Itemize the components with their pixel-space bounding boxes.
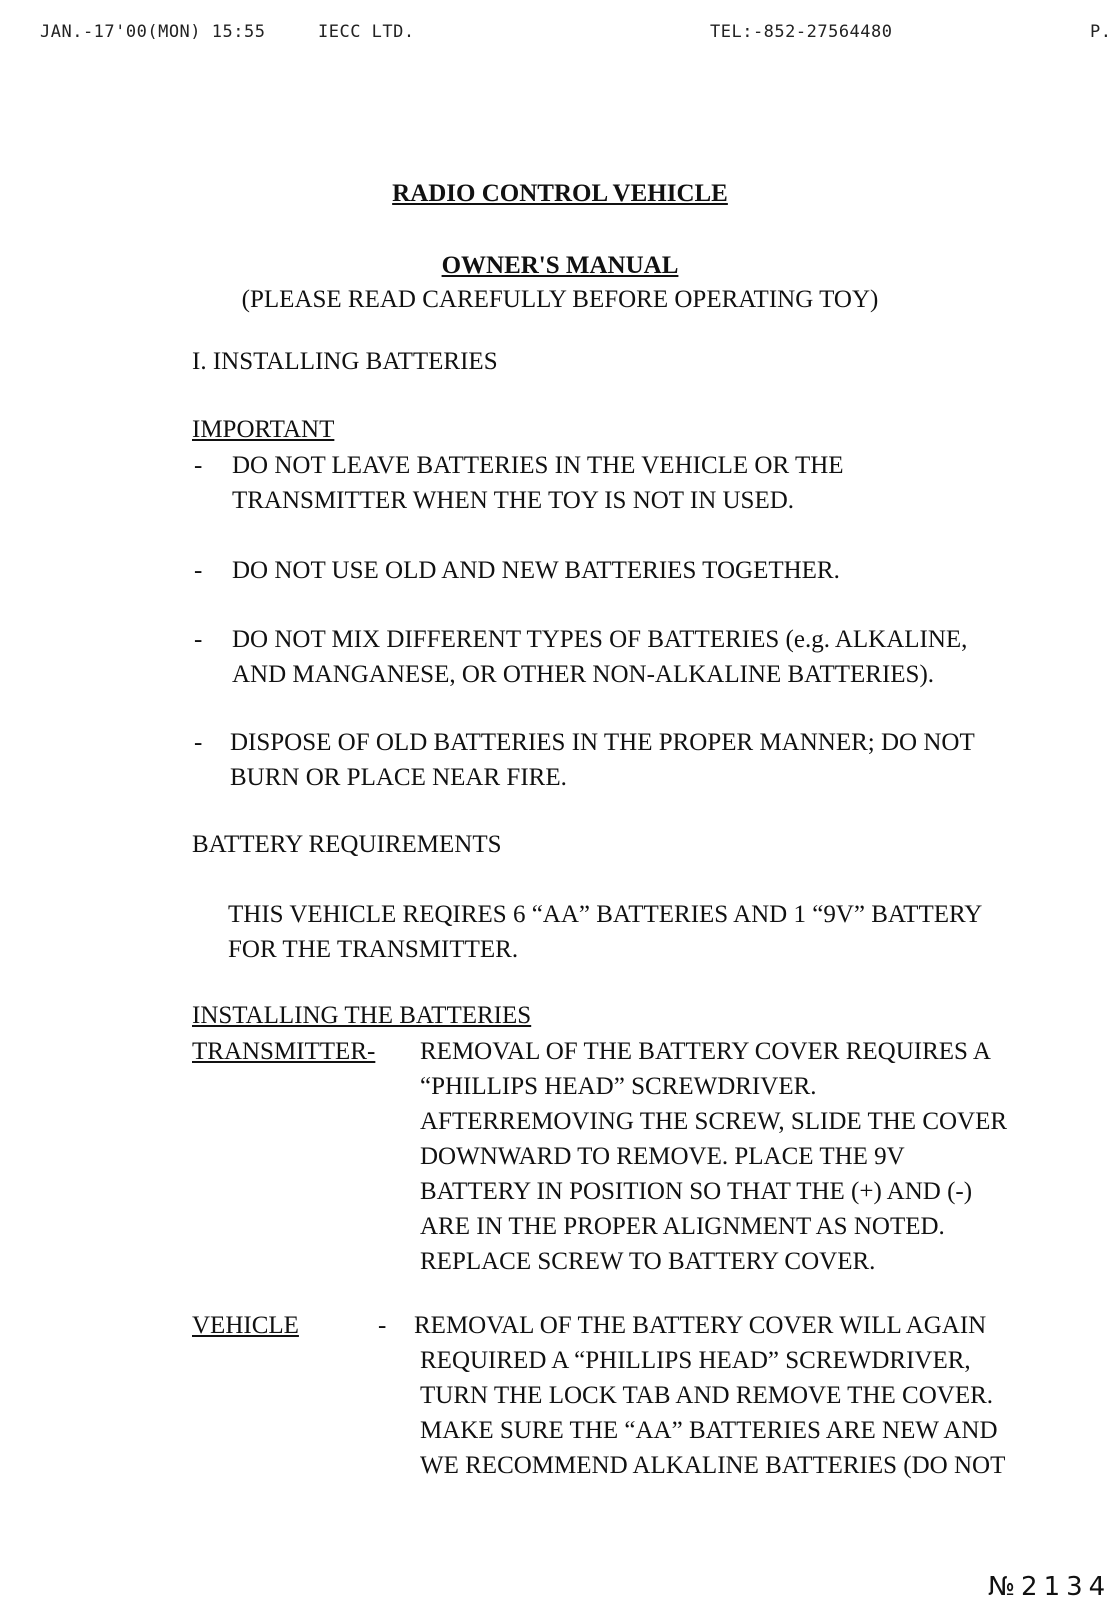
item-line: AND MANGANESE, OR OTHER NON-ALKALINE BATTERIES). bbox=[232, 661, 935, 688]
important-label: IMPORTANT bbox=[192, 416, 335, 443]
bullet-dash: - bbox=[194, 557, 203, 584]
battery-requirements-label: BATTERY REQUIREMENTS bbox=[192, 831, 502, 858]
vehicle-line: REMOVAL OF THE BATTERY COVER WILL AGAIN bbox=[414, 1312, 987, 1339]
fax-tel: TEL:-852-27564480 bbox=[710, 22, 893, 42]
document-subtitle: OWNER'S MANUAL bbox=[441, 252, 679, 279]
transmitter-line: REPLACE SCREW TO BATTERY COVER. bbox=[420, 1248, 876, 1275]
installing-batteries-label: INSTALLING THE BATTERIES bbox=[192, 1002, 532, 1029]
transmitter-label: TRANSMITTER- bbox=[192, 1038, 376, 1065]
item-line: DO NOT USE OLD AND NEW BATTERIES TOGETHER. bbox=[232, 557, 840, 584]
battery-requirements-line: THIS VEHICLE REQIRES 6 “AA” BATTERIES AND 1 “9V” BATTERY bbox=[228, 901, 983, 928]
vehicle-dash: - bbox=[378, 1312, 387, 1339]
vehicle-label: VEHICLE bbox=[192, 1312, 299, 1339]
transmitter-line: DOWNWARD TO REMOVE. PLACE THE 9V bbox=[420, 1143, 905, 1170]
bullet-dash: - bbox=[194, 626, 203, 653]
item-line: DO NOT LEAVE BATTERIES IN THE VEHICLE OR THE bbox=[232, 452, 844, 479]
vehicle-line: MAKE SURE THE “AA” BATTERIES ARE NEW AND bbox=[420, 1417, 998, 1444]
item-line: BURN OR PLACE NEAR FIRE. bbox=[230, 764, 567, 791]
bullet-dash: - bbox=[194, 729, 203, 756]
transmitter-line: AFTERREMOVING THE SCREW, SLIDE THE COVER bbox=[420, 1108, 1008, 1135]
battery-requirements-line: FOR THE TRANSMITTER. bbox=[228, 936, 519, 963]
bullet-dash: - bbox=[194, 452, 203, 479]
transmitter-line: ARE IN THE PROPER ALIGNMENT AS NOTED. bbox=[420, 1213, 945, 1240]
read-note: (PLEASE READ CAREFULLY BEFORE OPERATING TOY) bbox=[241, 286, 879, 313]
item-line: TRANSMITTER WHEN THE TOY IS NOT IN USED. bbox=[232, 487, 795, 514]
transmitter-line: BATTERY IN POSITION SO THAT THE (+) AND (-) bbox=[420, 1178, 973, 1205]
document-title: RADIO CONTROL VEHICLE bbox=[392, 180, 728, 207]
vehicle-line: WE RECOMMEND ALKALINE BATTERIES (DO NOT bbox=[420, 1452, 1006, 1479]
fax-page: P. bbox=[1090, 22, 1112, 42]
transmitter-line: REMOVAL OF THE BATTERY COVER REQUIRES A bbox=[420, 1038, 991, 1065]
section-heading: I. INSTALLING BATTERIES bbox=[192, 348, 498, 375]
vehicle-line: REQUIRED A “PHILLIPS HEAD” SCREWDRIVER, bbox=[420, 1347, 971, 1374]
item-line: DISPOSE OF OLD BATTERIES IN THE PROPER MANNER; DO NOT bbox=[230, 729, 975, 756]
fax-header bbox=[40, 22, 1110, 46]
transmitter-line: “PHILLIPS HEAD” SCREWDRIVER. bbox=[420, 1073, 817, 1100]
item-line: DO NOT MIX DIFFERENT TYPES OF BATTERIES (e.g. ALKALINE, bbox=[232, 626, 968, 653]
fax-company: IECC LTD. bbox=[318, 22, 415, 42]
vehicle-line: TURN THE LOCK TAB AND REMOVE THE COVER. bbox=[420, 1382, 994, 1409]
fax-date: JAN.-17'00(MON) 15:55 bbox=[40, 22, 266, 42]
page-number: №2134 bbox=[988, 1572, 1112, 1602]
